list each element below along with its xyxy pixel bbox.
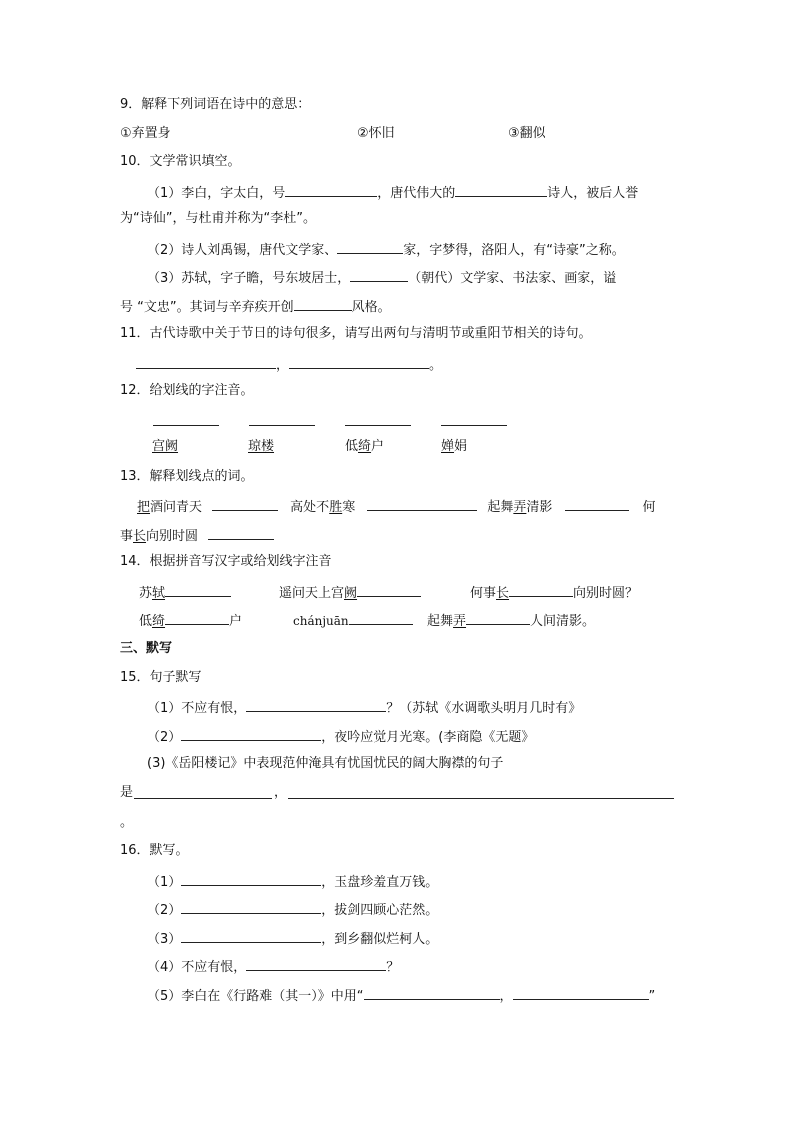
q14-item-2: 遥问天上宫阙 bbox=[279, 582, 421, 603]
answer-blank[interactable] bbox=[509, 582, 573, 597]
q9-item-2: ②怀旧 bbox=[357, 126, 395, 141]
q9-title: 9．解释下列词语在诗中的意思： bbox=[120, 97, 311, 112]
q10-title: 10．文学常识填空。 bbox=[120, 154, 241, 169]
answer-blank[interactable] bbox=[455, 182, 547, 197]
q10-part-2: （2）诗人刘禹锡，唐代文学家、 家，字梦得，洛阳人，有“诗豪”之称。 bbox=[147, 239, 625, 260]
q15-title: 15．句子默写 bbox=[120, 670, 202, 685]
answer-blank[interactable] bbox=[212, 496, 278, 511]
q12-word-4: 婵娟 bbox=[441, 439, 468, 454]
answer-blank[interactable] bbox=[513, 985, 649, 1000]
q16-part-3: （3） ，到乡翻似烂柯人。 bbox=[147, 928, 438, 949]
q15-part-3-comma: ， bbox=[274, 785, 288, 800]
answer-blank[interactable] bbox=[208, 525, 274, 540]
q13-line-1: 把酒问青天 高处不胜寒 起舞弄清影 何 bbox=[137, 496, 656, 517]
answer-blank[interactable] bbox=[181, 871, 321, 886]
answer-blank[interactable] bbox=[285, 182, 377, 197]
q16-part-5: （5）李白在《行路难（其一）》中用“ ， ” bbox=[147, 985, 655, 1006]
q15-part-3: (3)《岳阳楼记》中表现范仲淹具有忧国忧民的阔大胸襟的句子 bbox=[147, 756, 504, 771]
q14-item-3: 何事长 向别时圆？ bbox=[470, 582, 638, 603]
q10-part-1: （1）李白，字太白，号 ，唐代伟大的 诗人，被后人誉 bbox=[147, 182, 638, 203]
answer-blank[interactable] bbox=[246, 697, 386, 712]
answer-blank[interactable] bbox=[289, 354, 429, 369]
q10-part-3-cont: 号 “文忠”。其词与辛弃疾开创 风格。 bbox=[120, 296, 391, 317]
q10-part-3: （3）苏轼，字子瞻，号东坡居士， （朝代）文学家、书法家、画家，谥 bbox=[147, 267, 616, 288]
answer-blank[interactable] bbox=[181, 899, 321, 914]
q15-part-3-end: 。 bbox=[120, 815, 134, 830]
answer-blank[interactable] bbox=[294, 296, 352, 311]
answer-blank[interactable] bbox=[337, 239, 403, 254]
answer-blank[interactable] bbox=[565, 496, 629, 511]
q12-title: 12．给划线的字注音。 bbox=[120, 383, 254, 398]
q12-word-2: 琼楼 bbox=[248, 439, 275, 454]
answer-blank[interactable] bbox=[165, 582, 231, 597]
q13-title: 13．解释划线点的词。 bbox=[120, 469, 254, 484]
q16-part-4: （4）不应有恨， ？ bbox=[147, 956, 399, 977]
q9-item-3: ③翻似 bbox=[508, 126, 546, 141]
q14-item-5: chánjuān bbox=[293, 610, 413, 630]
q16-part-2: （2） ，拔剑四顾心茫然。 bbox=[147, 899, 438, 920]
answer-blank[interactable] bbox=[350, 267, 408, 282]
q12-word-1: 宫阙 bbox=[152, 439, 179, 454]
q11-title: 11．古代诗歌中关于节日的诗句很多，请写出两句与清明节或重阳节相关的诗句。 bbox=[120, 326, 592, 341]
pinyin-blank[interactable] bbox=[345, 425, 411, 426]
q14-item-6: 起舞弄 人间清影。 bbox=[427, 610, 595, 631]
q14-item-4: 低绮 户 bbox=[139, 610, 242, 631]
q15-part-1: （1）不应有恨， ？（苏轼《水调歌头明月几时有》 bbox=[147, 697, 581, 718]
q16-part-1: （1） ，玉盘珍羞直万钱。 bbox=[147, 871, 438, 892]
answer-blank[interactable] bbox=[357, 582, 421, 597]
answer-blank[interactable] bbox=[181, 928, 321, 943]
q16-title: 16．默写。 bbox=[120, 843, 189, 858]
answer-blank[interactable] bbox=[349, 610, 413, 625]
pinyin-blank[interactable] bbox=[441, 425, 507, 426]
answer-blank[interactable] bbox=[466, 610, 530, 625]
pinyin-blank[interactable] bbox=[153, 425, 219, 426]
answer-blank[interactable] bbox=[288, 798, 674, 799]
q10-part-1-cont: 为“诗仙”，与杜甫并称为“李杜”。 bbox=[120, 211, 316, 226]
q13-line-2: 事长向别时圆 bbox=[120, 525, 274, 546]
q15-part-3-cont: 是 bbox=[120, 785, 134, 800]
q9-item-1: ①弃置身 bbox=[120, 126, 171, 141]
q14-item-1: 苏轼 bbox=[139, 582, 231, 603]
section-heading: 三、默写 bbox=[120, 641, 173, 656]
answer-blank[interactable] bbox=[136, 354, 276, 369]
answer-blank[interactable] bbox=[165, 610, 229, 625]
q14-title: 14．根据拼音写汉字或给划线字注音 bbox=[120, 554, 332, 569]
pinyin-blank[interactable] bbox=[249, 425, 315, 426]
answer-blank[interactable] bbox=[181, 726, 321, 741]
answer-blank[interactable] bbox=[246, 956, 386, 971]
q12-word-3: 低绮户 bbox=[345, 439, 385, 454]
answer-blank[interactable] bbox=[367, 496, 477, 511]
q15-part-2: （2） ，夜吟应觉月光寒。(李商隐《无题》 bbox=[147, 726, 534, 747]
answer-blank[interactable] bbox=[134, 798, 272, 799]
q11-answer-line: ， 。 bbox=[136, 354, 442, 375]
answer-blank[interactable] bbox=[364, 985, 500, 1000]
